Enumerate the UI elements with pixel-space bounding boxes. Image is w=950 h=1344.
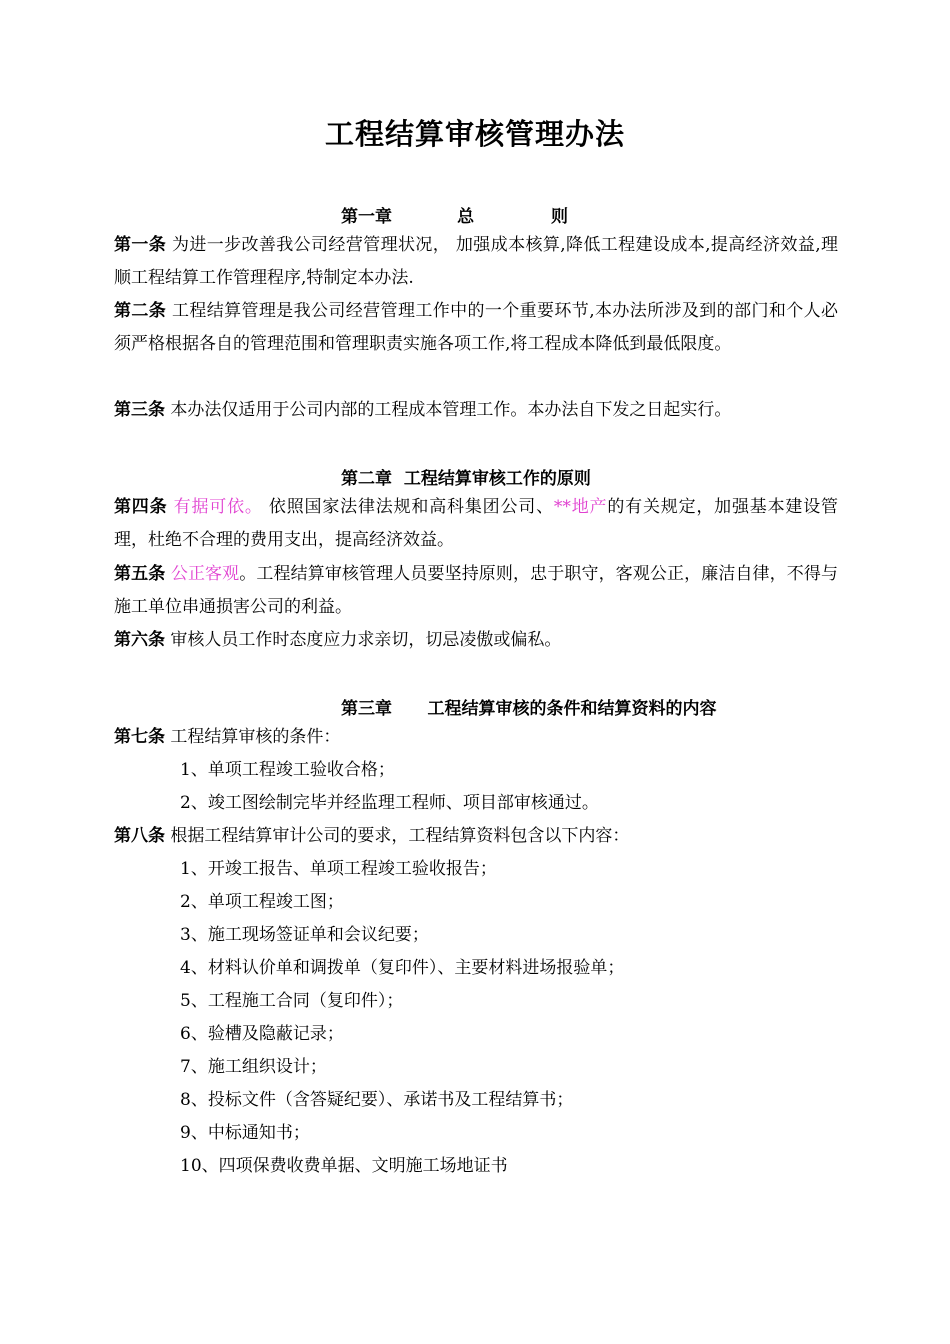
article-text: 根据工程结算审计公司的要求，工程结算资料包含以下内容： (165, 826, 630, 846)
article-text: 的有关规定，加强基本建设管理，杜绝不合理的费用支出，提高经济效益。 (114, 497, 839, 550)
article-label: 第四条 (114, 497, 168, 517)
list-item: 10、四项保费收费单据、文明施工场地证书 (180, 1156, 508, 1176)
chapter-heading: 第一章 总 则 (341, 207, 569, 227)
highlighted-company: **地产 (553, 497, 608, 517)
list-item: 2、竣工图绘制完毕并经监理工程师、项目部审核通过。 (180, 793, 599, 813)
list-item: 8、投标文件（含答疑纪要）、承诺书及工程结算书； (180, 1090, 574, 1110)
list-item: 1、开竣工报告、单项工程竣工验收报告； (180, 859, 497, 879)
list-item: 9、中标通知书； (180, 1123, 310, 1143)
article-text: 为进一步改善我公司经营管理状况， 加强成本核算,降低工程建设成本,提高经济效益,理顺工程结算工作管理程序,特制定本办法. (114, 235, 839, 288)
list-item: 3、施工现场签证单和会议纪要； (180, 925, 429, 945)
article-paragraph (114, 491, 838, 557)
article-paragraph (114, 229, 838, 295)
article-label: 第一条 (114, 235, 167, 255)
list-item: 1、单项工程竣工验收合格； (180, 760, 395, 780)
article-label: 第七条 (114, 727, 165, 747)
list-item: 7、施工组织设计； (180, 1057, 327, 1077)
article-label: 第二条 (114, 301, 167, 321)
article-label: 第三条 (114, 400, 165, 420)
list-item: 5、工程施工合同（复印件）； (180, 991, 404, 1011)
article-text: 本办法仅适用于公司内部的工程成本管理工作。本办法自下发之日起实行。 (165, 400, 732, 420)
article-text: 依照国家法律法规和高科集团公司、 (262, 497, 554, 517)
article-label: 第八条 (114, 826, 165, 846)
article-paragraph (114, 394, 838, 427)
article-paragraph (114, 721, 838, 754)
list-item: 2、单项工程竣工图； (180, 892, 344, 912)
article-paragraph (114, 820, 838, 853)
article-text: 。工程结算审核管理人员要坚持原则，忠于职守，客观公正，廉洁自律，不得与施工单位串通损害公司的利益。 (114, 564, 838, 617)
chapter-heading: 第三章 工程结算审核的条件和结算资料的内容 (341, 699, 717, 719)
article-text: 工程结算审核的条件： (165, 727, 341, 747)
article-text: 审核人员工作时态度应力求亲切，切忌凌傲或偏私。 (165, 630, 562, 650)
highlighted-principle: 公正客观 (170, 564, 240, 584)
document-title: 工程结算审核管理办法 (324, 117, 625, 151)
article-paragraph (114, 624, 838, 657)
list-item: 6、验槽及隐蔽记录； (180, 1024, 344, 1044)
highlighted-principle: 有据可依。 (173, 497, 263, 517)
article-paragraph (114, 558, 838, 624)
article-paragraph (114, 295, 838, 361)
article-label: 第六条 (114, 630, 165, 650)
chapter-heading: 第二章 工程结算审核工作的原则 (341, 469, 591, 489)
article-text: 工程结算管理是我公司经营管理工作中的一个重要环节,本办法所涉及到的部门和个人必须严格根据各自的管理范围和管理职责实施各项工作,将工程成本降低到最低限度。 (114, 301, 838, 354)
list-item: 4、材料认价单和调拨单（复印件）、主要材料进场报验单； (180, 958, 625, 978)
article-label: 第五条 (114, 564, 166, 584)
